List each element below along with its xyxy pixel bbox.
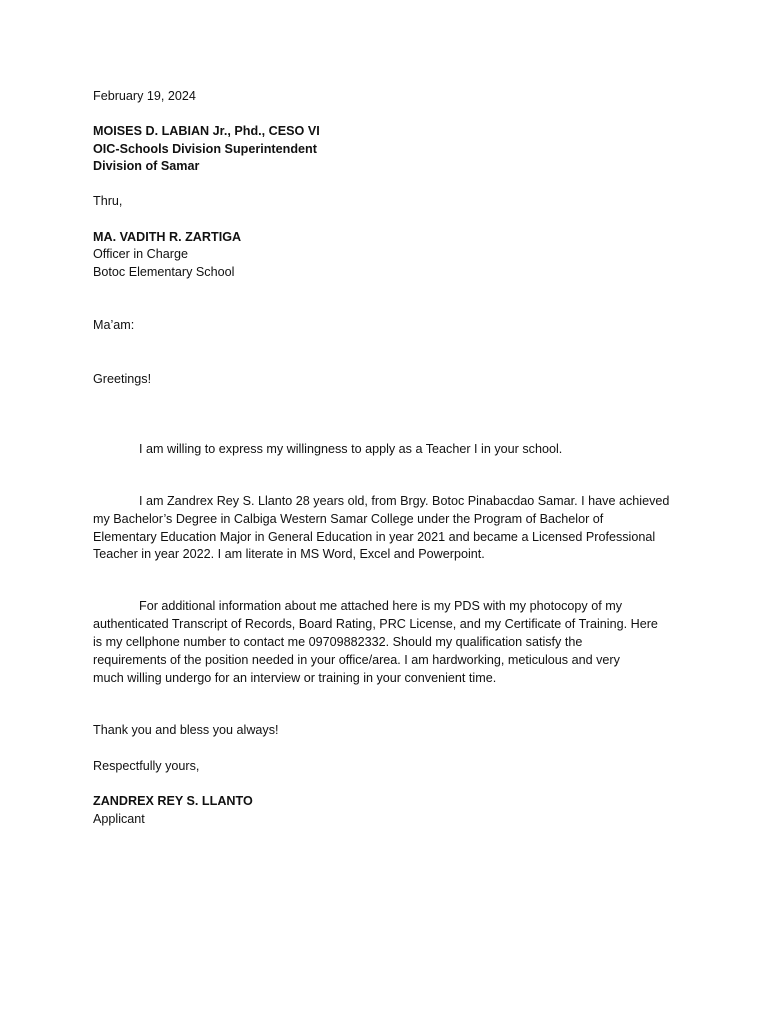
paragraph2-line: I am Zandrex Rey S. Llanto 28 years old, from Brgy. Botoc Pinabacdao Samar. I have achieved <box>139 494 670 508</box>
paragraph3-line: authenticated Transcript of Records, Board Rating, PRC License, and my Certificate of Training. Here <box>93 617 658 631</box>
recipient-division: Division of Samar <box>93 159 200 173</box>
salutation: Ma’am: <box>93 318 135 332</box>
letter-date: February 19, 2024 <box>93 89 196 103</box>
thanks-line: Thank you and bless you always! <box>93 723 279 737</box>
paragraph3-line: much willing undergo for an interview or training in your convenient time. <box>93 671 497 685</box>
recipient-title: OIC-Schools Division Superintendent <box>93 142 317 156</box>
greeting: Greetings! <box>93 372 152 386</box>
paragraph3-line: requirements of the position needed in your office/area. I am hardworking, meticulous and very <box>93 653 620 667</box>
recipient-name: MOISES D. LABIAN Jr., Phd., CESO VI <box>93 124 320 138</box>
paragraph2-line: Elementary Education Major in General Education in year 2021 and became a Licensed Professional <box>93 530 656 544</box>
thru-title: Officer in Charge <box>93 247 188 261</box>
thru-label: Thru, <box>93 194 123 208</box>
paragraph2-line: Teacher in year 2022. I am literate in MS Word, Excel and Powerpoint. <box>93 547 485 561</box>
paragraph3-line: For additional information about me attached here is my PDS with my photocopy of my <box>139 599 622 613</box>
signatory-role: Applicant <box>93 812 145 826</box>
paragraph3-line: is my cellphone number to contact me 09709882332. Should my qualification satisfy the <box>93 635 583 649</box>
signatory-name: ZANDREX REY S. LLANTO <box>93 794 253 808</box>
paragraph1-line: I am willing to express my willingness to apply as a Teacher I in your school. <box>139 442 563 456</box>
thru-name: MA. VADITH R. ZARTIGA <box>93 230 242 244</box>
closing-line: Respectfully yours, <box>93 759 200 773</box>
thru-school: Botoc Elementary School <box>93 265 235 279</box>
paragraph2-line: my Bachelor’s Degree in Calbiga Western Samar College under the Program of Bachelor of <box>93 512 604 526</box>
